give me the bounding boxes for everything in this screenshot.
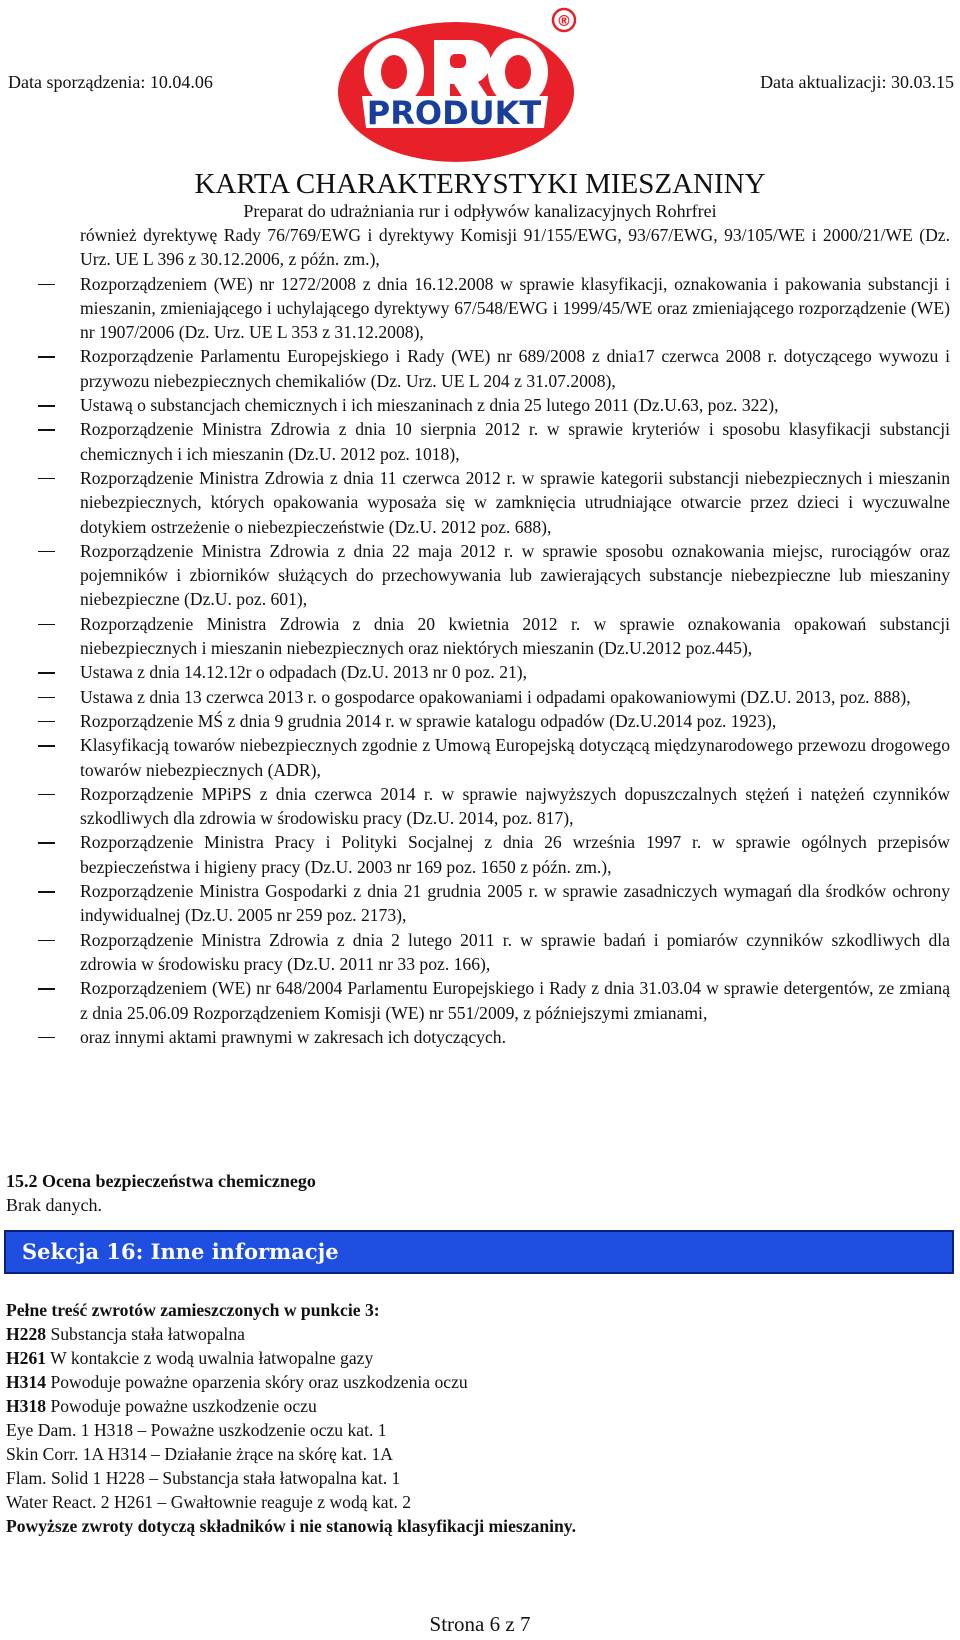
logo-produkt-text: PRODUKT <box>366 94 542 132</box>
regulation-text: Rozporządzenie Ministra Zdrowia z dnia 20 kwietnia 2012 r. w sprawie oznakowania opakowań substancji niebezpiecznych i mieszanin niebezpiecznych oraz niektórych mieszanin (Dz.U.2012 poz.445), <box>80 613 950 659</box>
oro-produkt-logo <box>322 0 610 162</box>
dash-bullet <box>38 551 55 553</box>
dash-bullet <box>38 672 55 674</box>
dash-bullet <box>38 988 55 990</box>
regulation-text: Rozporządzenie Ministra Zdrowia z dnia 22 maja 2012 r. w sprawie sposobu oznakowania miejsc, rurociągów oraz pojemników i zbiorników służących do przechowywania lub zawierających substancje niebezpieczne lub mieszaniny niebezpieczne (Dz.U. poz. 601), <box>80 540 950 610</box>
dash-bullet <box>38 721 55 723</box>
section-16-band <box>4 1230 954 1274</box>
regulation-item <box>38 393 950 417</box>
section-15-2-text: Brak danych. <box>6 1195 102 1215</box>
regulation-item <box>38 782 950 831</box>
h-statement-line: H318 Powoduje poważne uszkodzenie oczu <box>6 1396 317 1416</box>
dash-bullet <box>38 842 55 844</box>
regulation-text: Rozporządzenie Ministra Zdrowia z dnia 2 lutego 2011 r. w sprawie badań i pomiarów czynników szkodliwych dla zdrowia w środowisku pracy (Dz.U. 2011 nr 33 poz. 166), <box>80 929 950 974</box>
regulation-text: Ustawa z dnia 13 czerwca 2013 r. o gospodarce opakowaniami i odpadami opakowaniowymi (DZ.U. 2013, poz. 888), <box>80 686 911 707</box>
document-title: KARTA CHARAKTERYSTYKI MIESZANINY <box>194 168 766 200</box>
h-statements-intro: Pełne treść zwrotów zamieszczonych w punkcie 3: <box>6 1300 380 1320</box>
dash-bullet <box>38 429 55 431</box>
regulation-text: Klasyfikacją towarów niebezpiecznych zgodnie z Umową Europejską dotyczącą międzynarodowego przewozu drogowego towarów niebezpiecznych (ADR), <box>80 735 950 780</box>
regulation-item <box>38 928 950 977</box>
regulation-text: Rozporządzeniem (WE) nr 1272/2008 z dnia 16.12.2008 w sprawie klasyfikacji, oznakowania i pakowania substancji i mieszanin, zmieniającego i uchylającego dyrektywy 67/548/EWG i 1999/45/WE oraz zmieniającego rozporządzenie (WE) nr 1907/2006 (Dz. Urz. UE L 353 z 31.12.2008), <box>80 273 950 343</box>
h-statement-line: H314 Powoduje poważne oparzenia skóry oraz uszkodzenia oczu <box>6 1372 468 1392</box>
section-16-title: Sekcja 16: Inne informacje <box>22 1239 339 1264</box>
date-updated: Data aktualizacji: 30.03.15 <box>760 72 954 92</box>
regulation-item <box>38 685 950 709</box>
closing-note: Powyższe zwroty dotyczą składników i nie stanowią klasyfikacji mieszaniny. <box>6 1516 577 1536</box>
h-statement-line: H261 W kontakcie z wodą uwalnia łatwopalne gazy <box>6 1348 374 1368</box>
document-subtitle: Preparat do udrażniania rur i odpływów kanalizacyjnych Rohrfrei <box>243 201 717 221</box>
regulation-item <box>38 660 950 684</box>
dash-bullet <box>38 478 55 480</box>
classification-line: Flam. Solid 1 H228 – Substancja stała łatwopalna kat. 1 <box>6 1468 401 1488</box>
regulation-text: Rozporządzenie Ministra Gospodarki z dnia 21 grudnia 2005 r. w sprawie zasadniczych wymagań dla środków ochrony indywidualnej (Dz.U. 2005 nr 259 poz. 2173), <box>80 881 950 926</box>
regulation-text: Rozporządzenie MPiPS z dnia czerwca 2014 r. w sprawie najwyższych dopuszczalnych stężeń i natężeń czynników szkodliwych dla zdrowia w środowisku pracy (Dz.U. 2014, poz. 817), <box>80 783 950 829</box>
dash-bullet <box>38 940 55 942</box>
dash-bullet <box>38 745 55 747</box>
regulation-text: Rozporządzenie Ministra Pracy i Polityki Socjalnej z dnia 26 września 1997 r. w sprawie ogólnych przepisów bezpieczeństwa i higieny pracy (Dz.U. 2003 nr 169 poz. 1650 z późn. zm.), <box>80 832 950 877</box>
regulation-item <box>38 709 950 733</box>
section-15-2-heading: 15.2 Ocena bezpieczeństwa chemicznego <box>6 1171 316 1191</box>
classification-line: Water React. 2 H261 – Gwałtownie reaguje z wodą kat. 2 <box>6 1492 412 1512</box>
date-created: Data sporządzenia: 10.04.06 <box>8 72 213 92</box>
dash-bullet <box>38 624 55 626</box>
classification-line: Skin Corr. 1A H314 – Działanie żrące na skórę kat. 1A <box>6 1444 393 1464</box>
h-statement-line: H228 Substancja stała łatwopalna <box>6 1324 245 1344</box>
section-15-2 <box>6 1169 316 1217</box>
dash-bullet <box>38 1037 55 1039</box>
regulation-text: Rozporządzenie MŚ z dnia 9 grudnia 2014 r. w sprawie katalogu odpadów (Dz.U.2014 poz. 1923), <box>80 710 777 731</box>
regulation-item <box>38 830 950 879</box>
dash-bullet <box>38 697 55 699</box>
regulation-item <box>38 272 950 345</box>
regulation-item <box>38 539 950 612</box>
regulation-item <box>38 344 950 393</box>
regulation-item <box>38 223 950 272</box>
regulation-text: oraz innymi aktami prawnymi w zakresach ich dotyczących. <box>80 1026 506 1047</box>
section-16-content <box>6 1298 576 1538</box>
classification-line: Eye Dam. 1 H318 – Poważne uszkodzenie oczu kat. 1 <box>6 1420 387 1440</box>
regulation-item <box>38 879 950 928</box>
regulation-text: Rozporządzenie Parlamentu Europejskiego i Rady (WE) nr 689/2008 z dnia17 czerwca 2008 r. dotyczącego wywozu i przywozu niebezpiecznych chemikaliów (Dz. Urz. UE L 204 z 31.07.2008), <box>80 346 950 391</box>
regulation-text: Ustawa z dnia 14.12.12r o odpadach (Dz.U. 2013 nr 0 poz. 21), <box>80 662 528 683</box>
dash-bullet <box>38 794 55 796</box>
regulation-text: Ustawą o substancjach chemicznych i ich mieszaninach z dnia 25 lutego 2011 (Dz.U.63, poz. 322), <box>80 395 779 416</box>
dash-bullet <box>38 356 55 358</box>
registered-mark: ® <box>556 12 572 30</box>
regulation-item <box>38 733 950 782</box>
regulation-item <box>38 612 950 661</box>
regulation-item <box>38 976 950 1025</box>
regulation-item <box>38 417 950 466</box>
regulations-list <box>38 223 950 1049</box>
dash-bullet <box>38 405 55 407</box>
regulation-text: Rozporządzeniem (WE) nr 648/2004 Parlamentu Europejskiego i Rady z dnia 31.03.04 w sprawie detergentów, ze zmianą z dnia 25.06.09 Rozporządzeniem Komisji (WE) nr 551/2009, z późniejszymi zmianami, <box>80 978 950 1023</box>
dash-bullet <box>38 891 55 893</box>
dash-bullet <box>38 284 55 286</box>
regulation-text: Rozporządzenie Ministra Zdrowia z dnia 10 sierpnia 2012 r. w sprawie kryteriów i sposobu klasyfikacji substancji chemicznych i ich mieszanin (Dz.U. 2012 poz. 1018), <box>80 419 950 464</box>
page-number: Strona 6 z 7 <box>429 1612 531 1636</box>
regulation-item <box>38 466 950 539</box>
regulation-text: również dyrektywę Rady 76/769/EWG i dyrektywy Komisji 91/155/EWG, 93/67/EWG, 93/105/WE i 2000/21/WE (Dz. Urz. UE L 396 z 30.12.2006, z późn. zm.), <box>80 225 950 270</box>
regulation-text: Rozporządzenie Ministra Zdrowia z dnia 11 czerwca 2012 r. w sprawie kategorii substancji niebezpiecznych i mieszanin niebezpiecznych, których opakowania wyposaża się w zamknięcia utrudniające otwarcie przez dzieci i wyczuwalne dotykiem ostrzeżenie o niebezpieczeństwie (Dz.U. 2012 poz. 688), <box>80 467 950 537</box>
regulation-item <box>38 1025 950 1049</box>
